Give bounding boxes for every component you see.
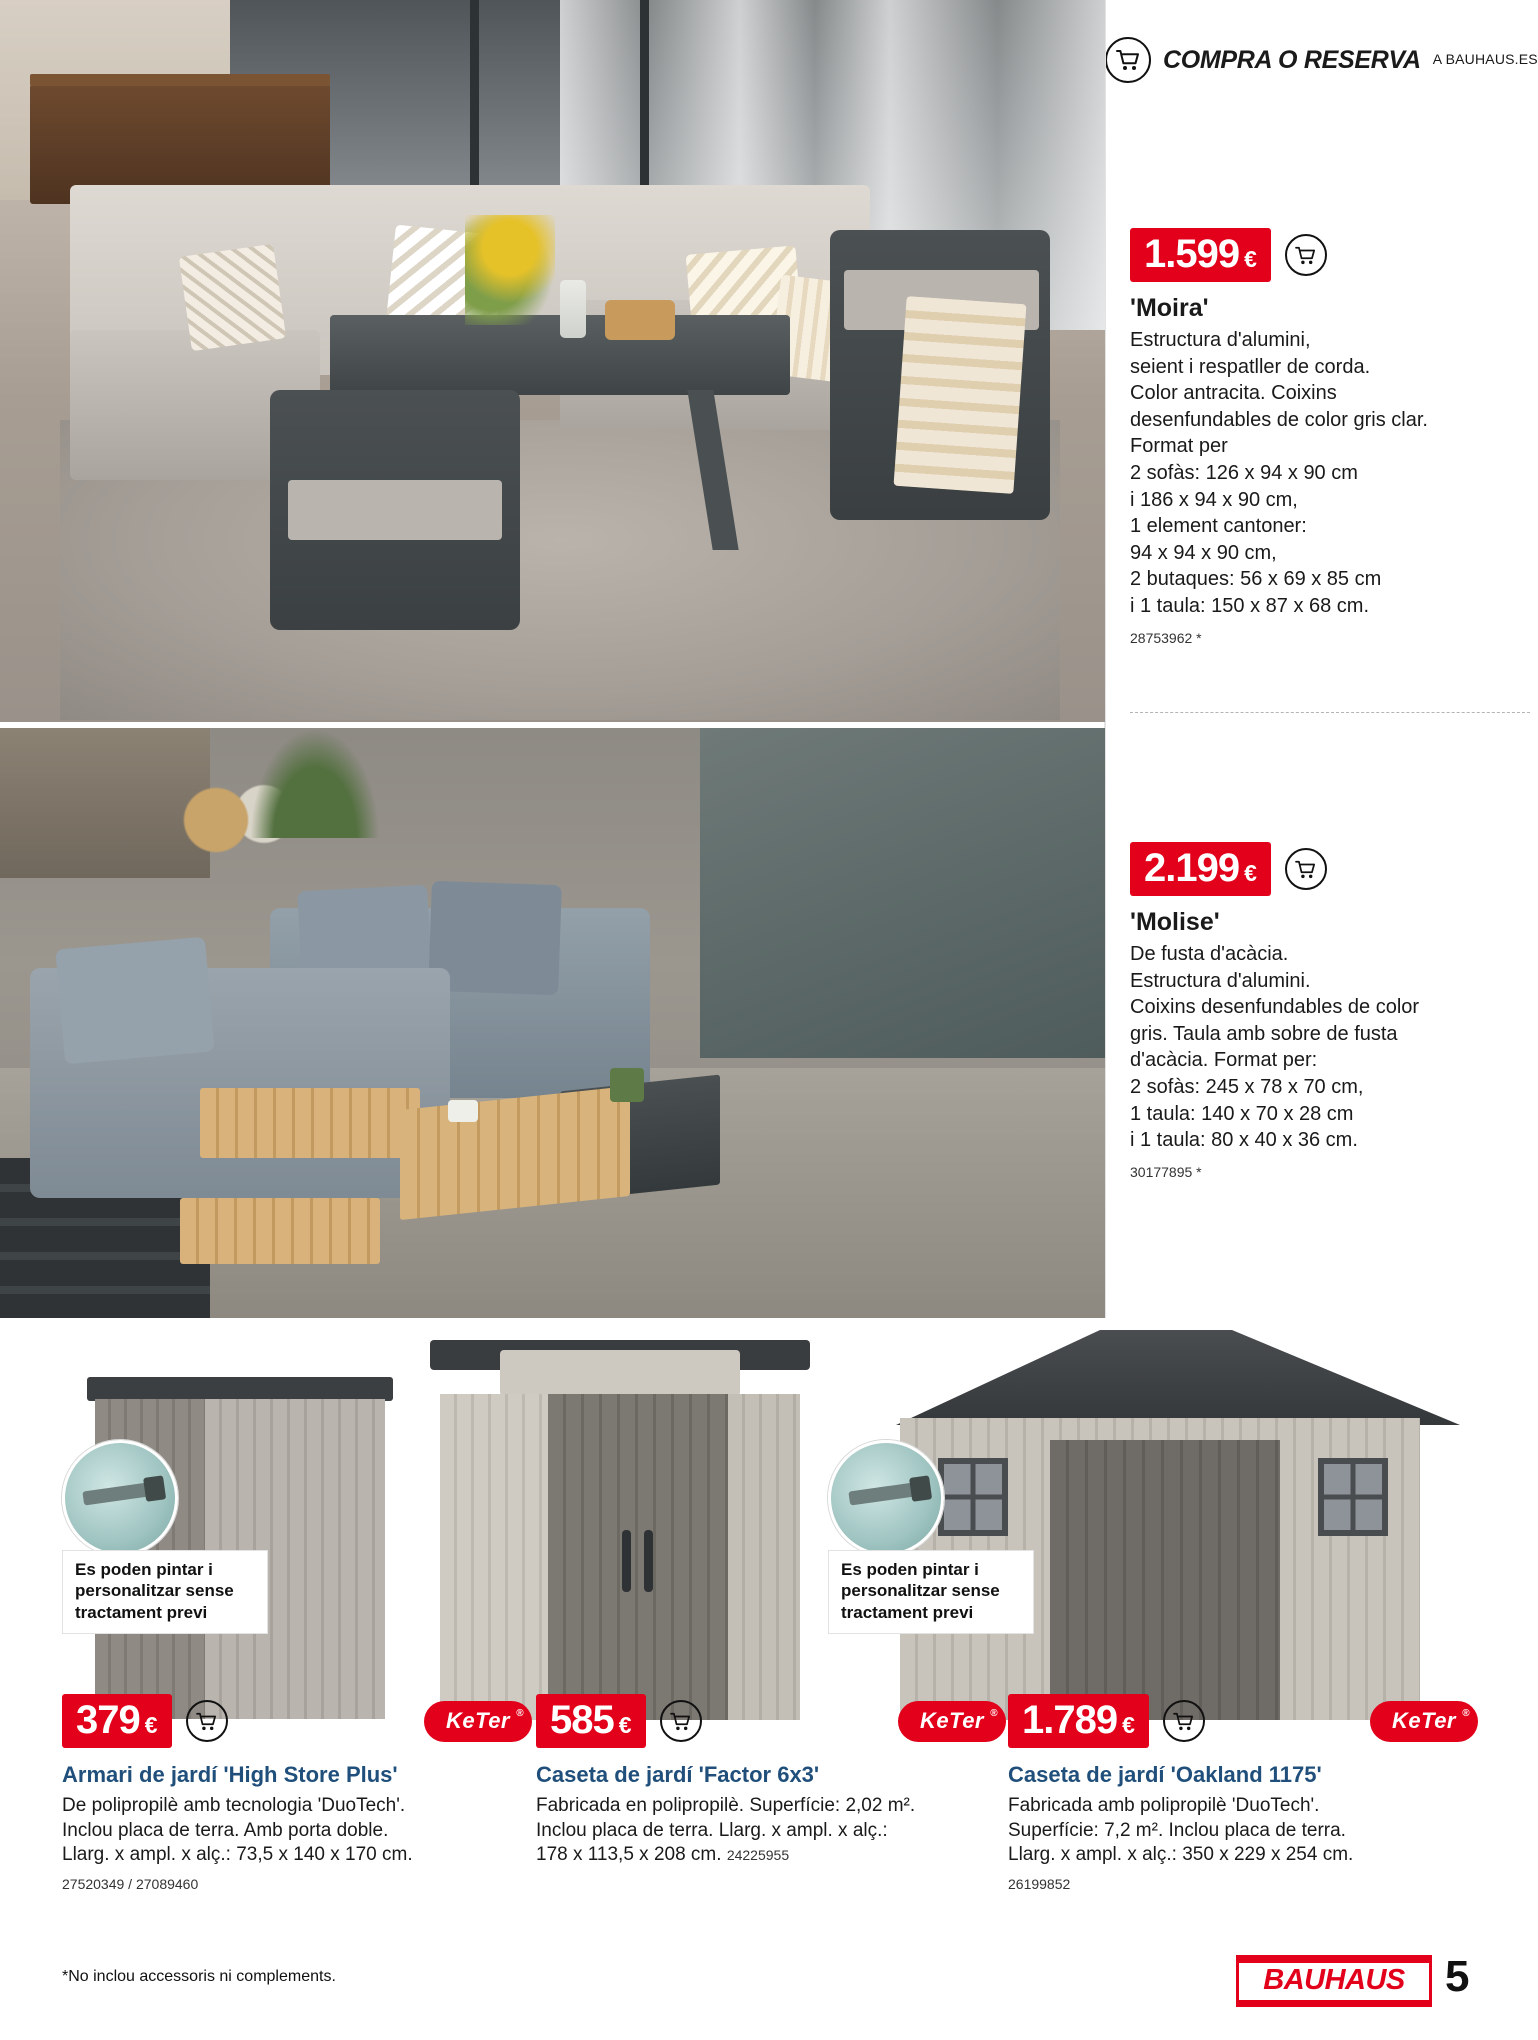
cart-icon[interactable] bbox=[660, 1700, 702, 1742]
product-info-molise bbox=[1130, 842, 1520, 1180]
card-description: Fabricada en polipropilè. Superfície: 2,02 m². Inclou placa de terra. Llarg. x ampl. x alç.: 178 x 113,5 x 208 cm. 24225955 bbox=[536, 1795, 916, 1866]
moira-lounge-photo bbox=[0, 0, 1105, 722]
header-subtitle: A BAUHAUS.ES bbox=[1432, 51, 1538, 67]
cart-icon[interactable] bbox=[1285, 848, 1327, 890]
garden-sheds-photo bbox=[0, 1322, 1538, 1742]
price-moira: 1.599 € bbox=[1130, 228, 1271, 282]
card-reference: 26199852 bbox=[1008, 1876, 1071, 1893]
price-molise: 2.199 € bbox=[1130, 842, 1271, 896]
callout-paintable-1: Es poden pintar i personalitzar sense tractament previ bbox=[62, 1550, 268, 1634]
card-reference: 24225955 bbox=[726, 1847, 790, 1864]
shed-oakland-1175-image bbox=[860, 1330, 1460, 1730]
product-card-oakland-1175 bbox=[1008, 1694, 1478, 1892]
shed-factor-6x3-image bbox=[440, 1340, 800, 1730]
product-description: Estructura d'alumini, seient i respatller de corda. Color antracita. Coixins desenfundables de color gris clar. Format per 2 sofàs: 126 x 94 x 90 cm i 186 x 94 x 90 cm, 1 element cantoner: 94 x 94 x 90 cm, 2 butaques: 56 x 69 x 85 cm i 1 taula: 150 x 87 x 68 cm. bbox=[1130, 329, 1428, 617]
card-description: De polipropilè amb tecnologia 'DuoTech'. Inclou placa de terra. Amb porta doble. Llarg. x ampl. x alç.: 73,5 x 140 x 170 cm. bbox=[62, 1795, 413, 1866]
page-number: 5 bbox=[1445, 1952, 1470, 2001]
card-title: Caseta de jardí 'Factor 6x3' bbox=[536, 1762, 820, 1787]
card-title: Caseta de jardí 'Oakland 1175' bbox=[1008, 1762, 1322, 1787]
footnote: *No inclou accessoris ni complements. bbox=[62, 1968, 336, 1985]
brand-logo-keter: KeTer ® bbox=[424, 1701, 532, 1742]
product-reference: 28753962 * bbox=[1130, 629, 1202, 646]
brand-logo-keter: KeTer ® bbox=[1370, 1701, 1478, 1742]
product-card-high-store-plus bbox=[62, 1694, 532, 1892]
product-info-moira bbox=[1130, 228, 1520, 646]
price-oakland-1175: 1.789 € bbox=[1008, 1694, 1149, 1748]
product-name: 'Moira' bbox=[1130, 294, 1209, 322]
product-card-factor-6x3 bbox=[536, 1694, 1006, 1868]
brand-logo-keter: KeTer ® bbox=[898, 1701, 1006, 1742]
header-title: COMPRA O RESERVA bbox=[1163, 45, 1421, 74]
shop-or-reserve-header bbox=[1105, 30, 1538, 90]
card-title: Armari de jardí 'High Store Plus' bbox=[62, 1762, 398, 1787]
bauhaus-logo: BAUHAUS bbox=[1236, 1955, 1432, 2007]
price-high-store-plus: 379 € bbox=[62, 1694, 172, 1748]
section-divider bbox=[1130, 712, 1530, 713]
product-description: De fusta d'acàcia. Estructura d'alumini. Coixins desenfundables de color gris. Taula amb sobre de fusta d'acàcia. Format per: 2 sofàs: 245 x 78 x 70 cm, 1 taula: 140 x 70 x 28 cm i 1 taula: 80 x 40 x 36 cm. bbox=[1130, 943, 1420, 1152]
card-reference: 27520349 / 27089460 bbox=[62, 1876, 199, 1893]
callout-paintable-2: Es poden pintar i personalitzar sense tractament previ bbox=[828, 1550, 1034, 1634]
card-description: Fabricada amb polipropilè 'DuoTech'. Superfície: 7,2 m². Inclou placa de terra. Llarg. x ampl. x alç.: 350 x 229 x 254 cm. bbox=[1008, 1795, 1354, 1866]
cart-icon[interactable] bbox=[186, 1700, 228, 1742]
cart-icon bbox=[1105, 37, 1151, 83]
product-name: 'Molise' bbox=[1130, 908, 1220, 936]
paint-brush-icon bbox=[828, 1440, 944, 1556]
cart-icon[interactable] bbox=[1285, 234, 1327, 276]
paint-brush-icon bbox=[62, 1440, 178, 1556]
cart-icon[interactable] bbox=[1163, 1700, 1205, 1742]
product-reference: 30177895 * bbox=[1130, 1163, 1202, 1180]
molise-lounge-photo bbox=[0, 728, 1105, 1318]
price-factor-6x3: 585 € bbox=[536, 1694, 646, 1748]
